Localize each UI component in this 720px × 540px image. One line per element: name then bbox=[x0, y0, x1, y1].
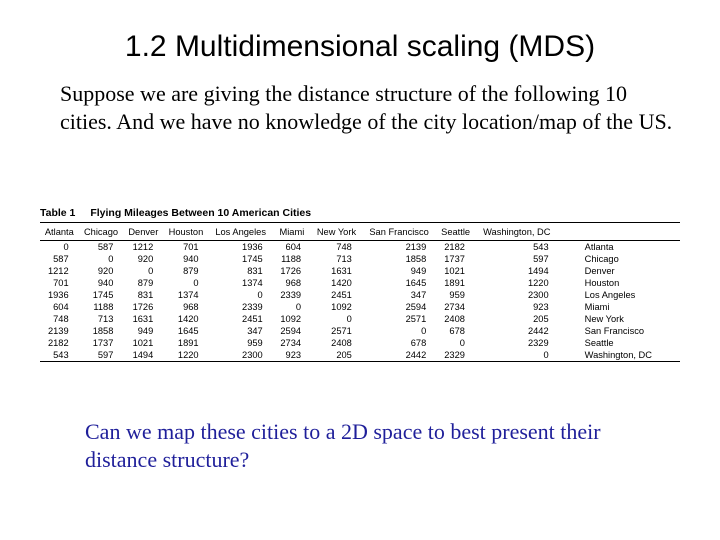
table-body bbox=[40, 241, 680, 362]
distance-cell: 2594 bbox=[405, 302, 427, 312]
distance-cell: 831 bbox=[137, 290, 154, 300]
distance-cell: 2300 bbox=[527, 290, 549, 300]
distance-cell: 879 bbox=[137, 278, 154, 288]
distance-cell: 1891 bbox=[177, 338, 199, 348]
distance-cell: 1220 bbox=[163, 349, 208, 362]
distance-cell: 879 bbox=[183, 266, 199, 276]
distance-cell: 1220 bbox=[527, 278, 549, 288]
col-header: San Francisco bbox=[362, 223, 436, 241]
col-header: Chicago bbox=[79, 223, 124, 241]
distance-cell: 2451 bbox=[331, 290, 352, 300]
distance-cell: 1745 bbox=[242, 254, 263, 264]
distance-cell: 940 bbox=[97, 278, 114, 288]
distance-cell: 1726 bbox=[132, 302, 154, 312]
table-row bbox=[40, 313, 680, 325]
distance-cell: 0 bbox=[148, 266, 154, 276]
row-city-label: Denver bbox=[584, 266, 615, 276]
distance-cell: 923 bbox=[533, 302, 549, 312]
row-label-header bbox=[559, 223, 680, 241]
distance-cell: 0 bbox=[63, 242, 69, 252]
distance-cell: 587 bbox=[97, 242, 114, 252]
distance-cell: 1737 bbox=[92, 338, 114, 348]
table-caption bbox=[40, 205, 680, 222]
row-city-label: Houston bbox=[584, 278, 620, 288]
distance-cell: 1021 bbox=[132, 338, 154, 348]
distance-cell: 1212 bbox=[132, 242, 154, 252]
row-city-label: Atlanta bbox=[584, 242, 614, 252]
col-header: New York bbox=[311, 223, 362, 241]
distance-cell: 1420 bbox=[331, 278, 352, 288]
distance-cell: 205 bbox=[533, 314, 549, 324]
row-city-label: Washington, DC bbox=[559, 349, 680, 362]
distance-cell: 1188 bbox=[93, 302, 114, 312]
table-row bbox=[40, 325, 680, 337]
distance-cell: 604 bbox=[285, 242, 302, 252]
distance-cell: 587 bbox=[53, 254, 69, 264]
distance-cell: 949 bbox=[410, 266, 427, 276]
distance-cell: 2329 bbox=[527, 338, 549, 348]
row-city-label: San Francisco bbox=[584, 326, 645, 336]
slide-title: 1.2 Multidimensional scaling (MDS) bbox=[124, 30, 596, 63]
distance-cell: 920 bbox=[137, 254, 154, 264]
distance-cell: 949 bbox=[137, 326, 154, 336]
table-row bbox=[40, 301, 680, 313]
distance-cell: 1631 bbox=[132, 314, 154, 324]
distance-cell: 713 bbox=[336, 254, 352, 264]
col-header: Houston bbox=[163, 223, 208, 241]
table-row bbox=[40, 277, 680, 289]
distance-cell: 1645 bbox=[405, 278, 427, 288]
distance-cell: 1936 bbox=[242, 242, 263, 252]
table-row bbox=[40, 349, 680, 362]
distance-cell: 2339 bbox=[280, 290, 302, 300]
table-caption-title: Flying Mileages Between 10 American Cities bbox=[90, 207, 312, 219]
distance-cell: 2408 bbox=[444, 314, 465, 324]
distance-cell: 2571 bbox=[405, 314, 427, 324]
row-city-label: Chicago bbox=[584, 254, 619, 264]
distance-cell: 1021 bbox=[444, 266, 465, 276]
distance-cell: 2139 bbox=[47, 326, 69, 336]
table-header-row bbox=[40, 223, 680, 241]
table-label: Table 1 bbox=[40, 207, 76, 219]
distance-cell: 205 bbox=[311, 349, 362, 362]
distance-cell: 2734 bbox=[444, 302, 465, 312]
distance-cell: 0 bbox=[108, 254, 114, 264]
distance-cell: 0 bbox=[193, 278, 199, 288]
distance-cell: 959 bbox=[449, 290, 465, 300]
distance-cell: 1092 bbox=[331, 302, 352, 312]
col-header: Miami bbox=[273, 223, 311, 241]
distance-cell: 1212 bbox=[47, 266, 69, 276]
distance-cell: 0 bbox=[421, 326, 427, 336]
distance-cell: 1737 bbox=[444, 254, 465, 264]
distance-cell: 1726 bbox=[280, 266, 302, 276]
distance-cell: 831 bbox=[247, 266, 263, 276]
distance-cell: 347 bbox=[410, 290, 427, 300]
col-header: Los Angeles bbox=[209, 223, 273, 241]
distance-cell: 2182 bbox=[47, 338, 69, 348]
distance-cell: 0 bbox=[459, 338, 465, 348]
distance-cell: 0 bbox=[257, 290, 263, 300]
distance-cell: 959 bbox=[247, 338, 263, 348]
row-city-label: Los Angeles bbox=[584, 290, 636, 300]
distance-cell: 2442 bbox=[362, 349, 436, 362]
distance-cell: 347 bbox=[247, 326, 263, 336]
distance-cell: 2734 bbox=[280, 338, 302, 348]
distance-cell: 713 bbox=[97, 314, 114, 324]
distance-cell: 543 bbox=[533, 242, 549, 252]
distance-cell: 1494 bbox=[527, 266, 549, 276]
table-row bbox=[40, 241, 680, 254]
intro-text: Suppose we are giving the distance structure of the following 10 cities. And we have no knowledge of the city location/map of the US. bbox=[60, 81, 673, 134]
distance-cell: 0 bbox=[475, 349, 559, 362]
distance-cell: 1374 bbox=[177, 290, 199, 300]
distance-cell: 2339 bbox=[242, 302, 263, 312]
distance-cell: 1631 bbox=[331, 266, 352, 276]
distance-cell: 940 bbox=[183, 254, 199, 264]
distance-cell: 923 bbox=[273, 349, 311, 362]
distance-cell: 2451 bbox=[242, 314, 263, 324]
distance-cell: 1188 bbox=[281, 254, 302, 264]
distance-cell: 604 bbox=[53, 302, 69, 312]
distance-cell: 1858 bbox=[92, 326, 114, 336]
col-header: Seattle bbox=[436, 223, 475, 241]
distance-cell: 701 bbox=[53, 278, 69, 288]
distance-cell: 1092 bbox=[280, 314, 302, 324]
distance-cell: 678 bbox=[410, 338, 427, 348]
distance-cell: 748 bbox=[336, 242, 352, 252]
distance-cell: 2571 bbox=[331, 326, 352, 336]
distance-cell: 1891 bbox=[444, 278, 465, 288]
col-header: Denver bbox=[123, 223, 163, 241]
table-row bbox=[40, 337, 680, 349]
distance-cell: 1745 bbox=[92, 290, 114, 300]
distance-cell: 968 bbox=[285, 278, 302, 288]
col-header: Washington, DC bbox=[475, 223, 559, 241]
table-row bbox=[40, 289, 680, 301]
distance-table-figure bbox=[40, 205, 680, 383]
distance-cell: 597 bbox=[533, 254, 549, 264]
distance-cell: 1374 bbox=[242, 278, 263, 288]
distance-cell: 748 bbox=[53, 314, 69, 324]
distance-cell: 2594 bbox=[280, 326, 302, 336]
distance-cell: 1936 bbox=[47, 290, 69, 300]
row-city-label: Seattle bbox=[584, 338, 614, 348]
distance-cell: 2442 bbox=[527, 326, 549, 336]
distance-cell: 2408 bbox=[331, 338, 352, 348]
distance-cell: 0 bbox=[346, 314, 352, 324]
distance-table bbox=[40, 222, 680, 362]
table-row bbox=[40, 253, 680, 265]
distance-cell: 968 bbox=[183, 302, 199, 312]
distance-cell: 543 bbox=[40, 349, 79, 362]
row-city-label: New York bbox=[584, 314, 624, 324]
question-text: Can we map these cities to a 2D space to best present their distance structure? bbox=[85, 419, 601, 472]
distance-cell: 2329 bbox=[436, 349, 475, 362]
distance-cell: 701 bbox=[183, 242, 199, 252]
distance-cell: 0 bbox=[295, 302, 302, 312]
distance-cell: 2139 bbox=[405, 242, 427, 252]
distance-cell: 678 bbox=[449, 326, 465, 336]
table-row bbox=[40, 265, 680, 277]
distance-cell: 920 bbox=[97, 266, 114, 276]
distance-cell: 1494 bbox=[123, 349, 163, 362]
distance-cell: 1645 bbox=[177, 326, 199, 336]
col-header: Atlanta bbox=[40, 223, 79, 241]
distance-cell: 1858 bbox=[405, 254, 427, 264]
distance-cell: 1420 bbox=[177, 314, 199, 324]
distance-cell: 2182 bbox=[444, 242, 465, 252]
distance-cell: 597 bbox=[79, 349, 124, 362]
distance-cell: 2300 bbox=[209, 349, 273, 362]
row-city-label: Miami bbox=[584, 302, 610, 312]
